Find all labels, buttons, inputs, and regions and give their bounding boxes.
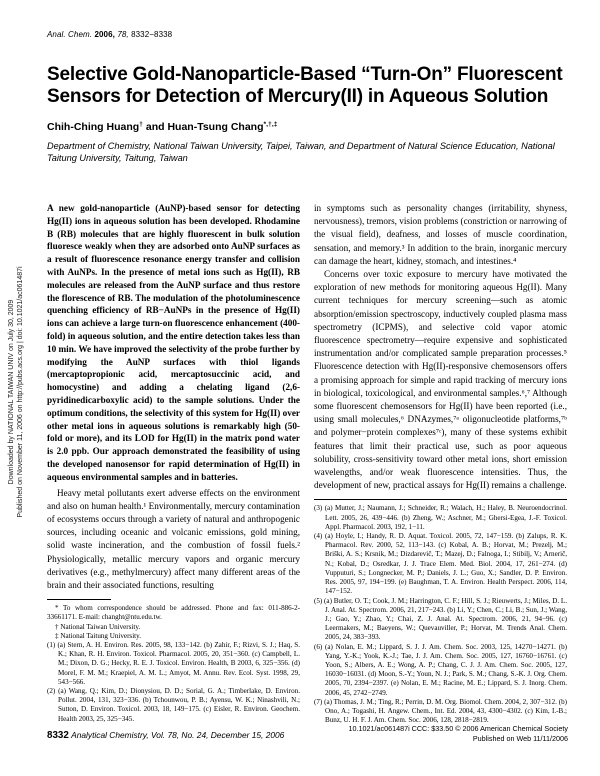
right-column [314, 202, 567, 725]
authors-separator: and [142, 121, 168, 133]
reference-6: (6) (a) Nolan, E. M.; Lippard, S. J. J. Am. Chem. Soc. 2003, 125, 14270−14271. (b) Yang, Y.-K.; Yook, K.-J.; Tae, J. J. Am. Chem. Soc. 2005, 127, 16760−16761. (c) Yoon, S.; Albers, A. E.; Wong, A. P.; Chang, C. J. J. Am. Chem. Soc. 2005, 127, 16030−16031. (d) Moon, S.-Y.; Youn, N. J.; Park, S. M.; Chang, S.-K. J. Org. Chem. 2005, 70, 2394−2397. (e) Nolan, E. M.; Racine, M. E.; Lippard, S. J. Inorg. Chem. 2006, 45, 2742−2749. [314, 642, 567, 697]
reference-5: (5) (a) Butler, O. T.; Cook, J. M.; Harrington, C. F.; Hill, S. J.; Rieuwerts, J.; Miles, D. L. J. Anal. At. Spectrom. 2006, 21, 217−243. (b) Li, Y.; Chen, C.; Li, B.; Sun, J.; Wang, J.; Gao, Y.; Zhao, Y.; Chai, Z. J. Anal. At. Spectrom. 2006, 21, 94−96. (c) Leermakers, M.; Baeyens, W.; Quevauviller, P.; Horvat, M. Trends Anal. Chem. 2005, 24, 383−393. [314, 596, 567, 642]
header-journal-abbrev: Anal. Chem. [47, 30, 93, 39]
header-year: 2006, [94, 30, 115, 39]
author-affil-mark-1: † [139, 121, 143, 128]
footer-journal-line: Analytical Chemistry, Vol. 78, No. 24, December 15, 2006 [71, 730, 285, 740]
affiliation-line: Department of Chemistry, National Taiwan University, Taipei, Taiwan, and Department of Natural Science Education, National Taitung University, Taitung, Taiwan [47, 141, 555, 163]
footnote-correspondence: * To whom correspondence should be addressed. Phone and fax: 011-886-2-33661171. E-mail: changht@ntu.edu.tw. [47, 604, 300, 622]
footnote-divider [47, 599, 111, 600]
footer-journal-info [47, 730, 284, 741]
footer-published-line: Published on Web 11/11/2006 [472, 734, 568, 743]
footer-doi-copyright-line: 10.1021/ac061487i CCC: $33.50 © 2006 American Chemical Society [348, 724, 568, 733]
page-number: 8332 [47, 730, 69, 741]
intro-paragraph-left: Heavy metal pollutants exert adverse effects on the environment and also on human health.¹ Environmentally, mercury contamination of ecosystems occurs through a variety of natural and anthropogenic sources, including oceanic and volcanic emissions, gold mining, solid waste incineration, and the combustion of fossil fuels.² Physiologically, metallic mercury vapors and organic mercury derivatives (e.g., methylmercury) affect many different areas of the brain and their associated functions, resulting [47, 487, 300, 590]
footnote-ddagger: ‡ National Taitung University. [55, 631, 141, 640]
watermark-line-published: Published on November 11, 2006 on http://pubs.acs.org | doi: 10.1021/ac061487i [17, 266, 24, 518]
watermark-line-downloaded: Downloaded by NATIONAL TAIWAN UNIV on July 30, 2009 [8, 299, 15, 485]
library-watermark [7, 222, 27, 562]
left-column [47, 202, 300, 725]
header-pages: 8332−8338 [131, 30, 173, 39]
header-citation [47, 30, 568, 39]
reference-divider [314, 499, 567, 500]
authors-line [47, 121, 568, 133]
page-footer [47, 724, 568, 744]
body-paragraph-continuation: in symptoms such as personality changes (irritability, shyness, nervousness), tremors, vision problems (constriction or narrowing of the visual field), deafness, and losses of muscle coordination, sensation, and memory.³ In addition to the brain, inorganic mercury can damage the heart, kidney, stomach, and intestines.⁴ [314, 203, 567, 266]
footnote-dagger: † National Taiwan University. [55, 622, 141, 631]
reference-3: (3) (a) Mutter, J.; Naumann, J.; Schneider, R.; Walach, H.; Haley, B. Neuroendocrinol. Lett. 2005, 26, 439−446. (b) Zheng, W.; Aschner, M.; Ghersi-Egea, J.-F. Toxicol. Appl. Pharmacol. 2003, 192, 1−11. [314, 504, 567, 531]
author-name-2: Huan-Tsung Chang [167, 121, 264, 133]
reference-4: (4) (a) Hoyle, I.; Handy, R. D. Aquat. Toxicol. 2005, 72, 147−159. (b) Zalups, R. K. Pharmacol. Rev. 2000, 52, 113−143. (c) Kobal, A. B.; Horvat, M.; Prezelj, M.; Briški, A. S.; Krsnik, M.; Dizdarevič, T.; Mazej, D.; Falnoga, I.; Stibilj, V.; Arnerič, N.; Kobal, D.; Osredkar, J. J. Trace Elem. Med. Biol. 2004, 17, 261−274. (d) Vupputuri, S.; Longnecker, M. P.; Daniels, J. L.; Guo, X.; Sandler, D. P. Environ. Res. 2005, 97, 194−199. (e) Baughman, T. A. Environ. Health Perspect. 2006, 114, 147−152. [314, 532, 567, 596]
footer-copyright [349, 724, 568, 744]
page-content [47, 30, 568, 725]
body-paragraph-concerns: Concerns over toxic exposure to mercury have motivated the exploration of new methods for monitoring aqueous Hg(II). Many current techniques for mercury screening—such as atomic absorption/emission spectroscopy, inductively coupled plasma mass spectrometry (ICPMS), and selective cold vapor atomic fluorescence spectrometry—require expensive and sophisticated instrumentation and/or complicated sample preparation processes.⁵ Fluorescence detection with Hg(II)-responsive chemosensors offers a promising approach for simple and rapid tracking of mercury ions in biological, toxicological, and environmental samples.⁶,⁷ Although some fluorescent chemosensors for Hg(II) have been reported (i.e., using small molecules,⁶ DNAzymes,⁷ᵃ oligonucleotide platforms,⁷ᵇ and polymer−protein complexes⁷ᶜ), many of these systems exhibit features that limit their practical use, such as poor aqueous solubility, cross-sensitivity toward other metal ions, short emission wavelengths, and/or weak fluorescence intensities. Thus, the development of new, practical assays for Hg(II) remains a challenge. [314, 269, 567, 491]
reference-7: (7) (a) Thomas, J. M.; Ting, R.; Perrin, D. M. Org. Biomol. Chem. 2004, 2, 307−312. (b) Ono, A.; Togashi, H. Angew. Chem., Int. Ed. 2004, 43, 4300−4302. (c) Kim, I.-B.; Bunz, U. H. F. J. Am. Chem. Soc. 2006, 128, 2818−2819. [314, 697, 567, 725]
header-volume: 78, [117, 30, 129, 39]
author-affil-mark-2: *,†,‡ [263, 121, 278, 128]
abstract-paragraph: A new gold-nanoparticle (AuNP)-based sensor for detecting Hg(II) ions in aqueous solution has been developed. Rhodamine B (RB) molecules that are highly fluorescent in bulk solution fluoresce weakly when they are adsorbed onto AuNP surfaces as a result of fluorescence resonance energy transfer and collision with AuNPs. In the presence of metal ions such as Hg(II), RB molecules are released from the AuNP surface and thus restore the florescence of RB. The modulation of the photoluminescence quenching efficiency of RB−AuNPs in the presence of Hg(II) ions can achieve a large turn-on fluorescence enhancement (400-fold) in aqueous solution, and the entire detection takes less than 10 min. We have improved the selectivity of the probe further by modifying the AuNP surfaces with thiol ligands (mercaptopropionic acid, mercaptosuccinic acid, and homocystine) and adding a chelating ligand (2,6-pyridinedicarboxylic acid) to the sample solutions. Under the optimum conditions, the selectivity of this system for Hg(II) over other metal ions in aqueous solutions is remarkably high (50-fold or more), and its LOD for Hg(II) in the matrix pond water is 2.0 ppb. Our approach demonstrated the feasibility of using the developed nanosensor for rapid determination of Hg(II) in aqueous environmental samples and in batteries. [47, 203, 300, 482]
right-footnote-block [314, 499, 567, 725]
reference-1: (1) (a) Stern, A. H. Environ. Res. 2005, 98, 133−142. (b) Zahir, F.; Rizvi, S. J.; Haq, S. K.; Khan, R. H. Environ. Toxicol. Pharmacol. 2005, 20, 351−360. (c) Campbell, L. M.; Dixon, D. G.; Hecky, R. E. J. Toxicol. Environ. Health, B 2003, 6, 325−356. (d) Morel, F. M. M.; Kraepiel, A. M. L.; Amyot, M. Annu. Rev. Ecol. Syst. 1998, 29, 543−566. [47, 640, 300, 686]
reference-2: (2) (a) Wang, Q.; Kim, D.; Dionysiou, D. D.; Sorial, G. A.; Timberlake, D. Environ. Pollut. 2004, 131, 323−336. (b) Tchounwou, P. B.; Ayensu, W. K.; Ninashvili, N.; Sutton, D. Environ. Toxicol. 2003, 18, 149−175. (c) Eisler, R. Environ. Geochem. Health 2003, 25, 325−345. [47, 686, 300, 723]
left-footnote-block [47, 599, 300, 724]
paper-title: Selective Gold-Nanoparticle-Based “Turn-On” Fluorescent Sensors for Detection of Mercury(II) in Aqueous Solution [47, 64, 563, 107]
author-name-1: Chih-Ching Huang [47, 121, 140, 133]
two-column-body [47, 202, 568, 725]
